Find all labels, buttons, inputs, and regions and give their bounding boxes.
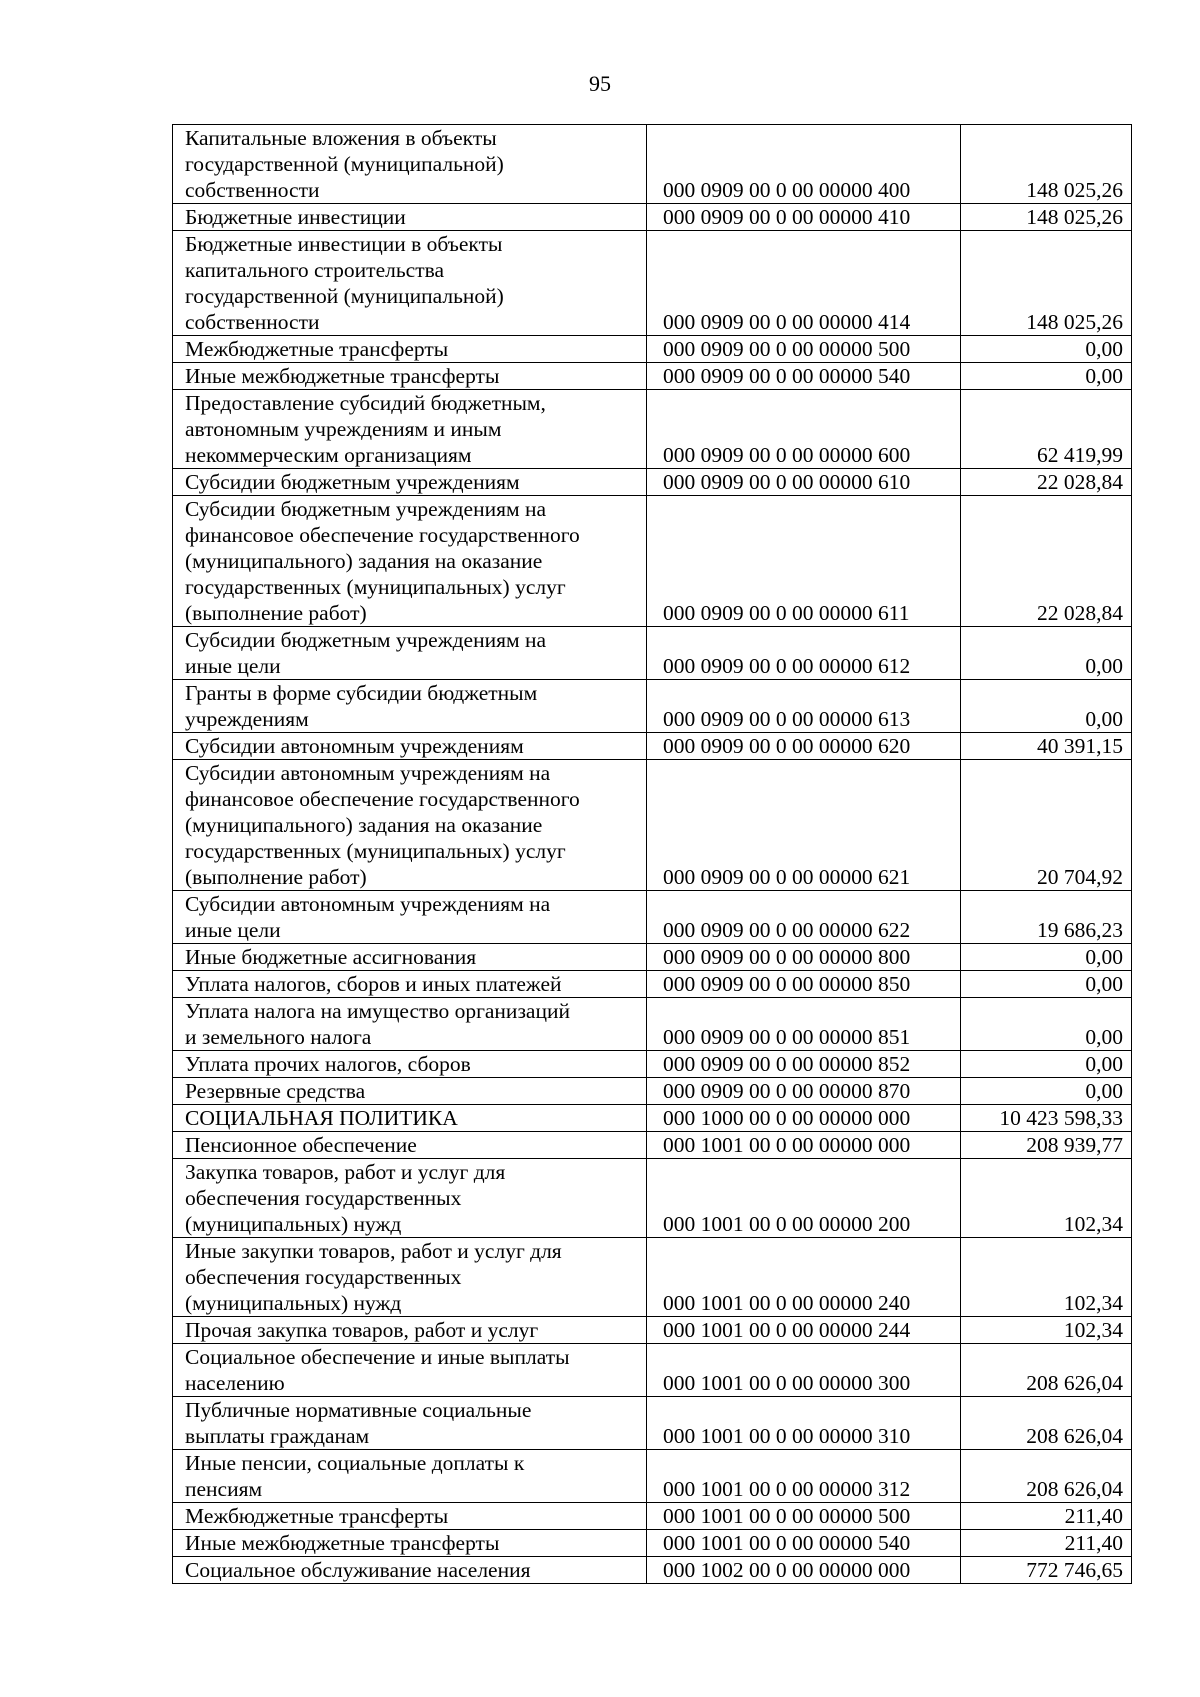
row-code-cell: 000 0909 00 0 00 00000 850 (647, 971, 961, 998)
row-name-cell: Предоставление субсидий бюджетным, автономным учреждениям и иным некоммерческим организациям (173, 390, 647, 469)
row-code-cell: 000 0909 00 0 00 00000 611 (647, 496, 961, 627)
row-amount-cell: 22 028,84 (961, 496, 1132, 627)
table-row (173, 390, 1132, 469)
table-row (173, 336, 1132, 363)
row-amount-cell: 208 939,77 (961, 1132, 1132, 1159)
row-code-cell: 000 1001 00 0 00 00000 000 (647, 1132, 961, 1159)
row-code-cell: 000 1001 00 0 00 00000 500 (647, 1503, 961, 1530)
row-code-cell: 000 0909 00 0 00 00000 500 (647, 336, 961, 363)
table-row (173, 891, 1132, 944)
table-row (173, 496, 1132, 627)
row-amount-cell: 211,40 (961, 1503, 1132, 1530)
row-name-cell: Уплата налогов, сборов и иных платежей (173, 971, 647, 998)
table-row (173, 1238, 1132, 1317)
row-name-cell: Межбюджетные трансферты (173, 336, 647, 363)
row-name-cell: Субсидии бюджетным учреждениям на финансовое обеспечение государственного (муниципального) задания на оказание государственных (муниципальных) услуг (выполнение работ) (173, 496, 647, 627)
row-code-cell: 000 1001 00 0 00 00000 300 (647, 1344, 961, 1397)
row-amount-cell: 0,00 (961, 1078, 1132, 1105)
table-row (173, 1051, 1132, 1078)
row-code-cell: 000 0909 00 0 00 00000 870 (647, 1078, 961, 1105)
row-amount-cell: 148 025,26 (961, 125, 1132, 204)
table-row (173, 1078, 1132, 1105)
table-row (173, 680, 1132, 733)
row-name-cell: Иные закупки товаров, работ и услуг для обеспечения государственных (муниципальных) нужд (173, 1238, 647, 1317)
row-name-cell: Пенсионное обеспечение (173, 1132, 647, 1159)
row-amount-cell: 102,34 (961, 1238, 1132, 1317)
row-code-cell: 000 0909 00 0 00 00000 414 (647, 231, 961, 336)
row-name-cell: Иные межбюджетные трансферты (173, 1530, 647, 1557)
row-name-cell: Бюджетные инвестиции (173, 204, 647, 231)
row-amount-cell: 10 423 598,33 (961, 1105, 1132, 1132)
page-number: 95 (589, 71, 611, 96)
row-amount-cell: 40 391,15 (961, 733, 1132, 760)
row-name-cell: Субсидии автономным учреждениям (173, 733, 647, 760)
table-row (173, 1132, 1132, 1159)
row-name-cell: Гранты в форме субсидии бюджетным учреждениям (173, 680, 647, 733)
row-amount-cell: 208 626,04 (961, 1344, 1132, 1397)
row-code-cell: 000 1002 00 0 00 00000 000 (647, 1557, 961, 1584)
table-row (173, 1105, 1132, 1132)
table-row (173, 1503, 1132, 1530)
table-row (173, 363, 1132, 390)
row-code-cell: 000 0909 00 0 00 00000 852 (647, 1051, 961, 1078)
table-row (173, 760, 1132, 891)
row-amount-cell: 0,00 (961, 998, 1132, 1051)
row-code-cell: 000 1001 00 0 00 00000 540 (647, 1530, 961, 1557)
row-name-cell: Субсидии автономным учреждениям на финансовое обеспечение государственного (муниципального) задания на оказание государственных (муниципальных) услуг (выполнение работ) (173, 760, 647, 891)
row-amount-cell: 0,00 (961, 971, 1132, 998)
row-amount-cell: 148 025,26 (961, 204, 1132, 231)
row-amount-cell: 772 746,65 (961, 1557, 1132, 1584)
row-name-cell: Закупка товаров, работ и услуг для обеспечения государственных (муниципальных) нужд (173, 1159, 647, 1238)
row-amount-cell: 62 419,99 (961, 390, 1132, 469)
row-code-cell: 000 0909 00 0 00 00000 540 (647, 363, 961, 390)
row-name-cell: Социальное обслуживание населения (173, 1557, 647, 1584)
row-name-cell: Капитальные вложения в объекты государственной (муниципальной) собственности (173, 125, 647, 204)
row-name-cell: Резервные средства (173, 1078, 647, 1105)
row-code-cell: 000 0909 00 0 00 00000 622 (647, 891, 961, 944)
row-name-cell: Межбюджетные трансферты (173, 1503, 647, 1530)
row-code-cell: 000 0909 00 0 00 00000 613 (647, 680, 961, 733)
row-amount-cell: 148 025,26 (961, 231, 1132, 336)
row-name-cell: СОЦИАЛЬНАЯ ПОЛИТИКА (173, 1105, 647, 1132)
row-code-cell: 000 1001 00 0 00 00000 200 (647, 1159, 961, 1238)
row-amount-cell: 208 626,04 (961, 1450, 1132, 1503)
row-name-cell: Иные межбюджетные трансферты (173, 363, 647, 390)
row-amount-cell: 0,00 (961, 627, 1132, 680)
row-amount-cell: 102,34 (961, 1159, 1132, 1238)
row-name-cell: Иные бюджетные ассигнования (173, 944, 647, 971)
budget-table (172, 124, 1132, 1584)
row-amount-cell: 102,34 (961, 1317, 1132, 1344)
row-code-cell: 000 1000 00 0 00 00000 000 (647, 1105, 961, 1132)
row-amount-cell: 22 028,84 (961, 469, 1132, 496)
row-code-cell: 000 1001 00 0 00 00000 310 (647, 1397, 961, 1450)
row-code-cell: 000 0909 00 0 00 00000 400 (647, 125, 961, 204)
row-name-cell: Иные пенсии, социальные доплаты к пенсиям (173, 1450, 647, 1503)
row-code-cell: 000 0909 00 0 00 00000 800 (647, 944, 961, 971)
row-name-cell: Субсидии бюджетным учреждениям на иные цели (173, 627, 647, 680)
row-name-cell: Прочая закупка товаров, работ и услуг (173, 1317, 647, 1344)
row-amount-cell: 0,00 (961, 363, 1132, 390)
row-code-cell: 000 1001 00 0 00 00000 240 (647, 1238, 961, 1317)
table-row (173, 469, 1132, 496)
row-name-cell: Бюджетные инвестиции в объекты капитального строительства государственной (муниципальной) собственности (173, 231, 647, 336)
row-name-cell: Субсидии автономным учреждениям на иные цели (173, 891, 647, 944)
row-amount-cell: 19 686,23 (961, 891, 1132, 944)
table-row (173, 1159, 1132, 1238)
row-code-cell: 000 0909 00 0 00 00000 612 (647, 627, 961, 680)
table-row (173, 944, 1132, 971)
row-code-cell: 000 0909 00 0 00 00000 610 (647, 469, 961, 496)
row-amount-cell: 0,00 (961, 680, 1132, 733)
row-amount-cell: 0,00 (961, 944, 1132, 971)
table-row (173, 1397, 1132, 1450)
row-amount-cell: 211,40 (961, 1530, 1132, 1557)
table-row (173, 1317, 1132, 1344)
row-code-cell: 000 0909 00 0 00 00000 410 (647, 204, 961, 231)
table-row (173, 971, 1132, 998)
row-amount-cell: 20 704,92 (961, 760, 1132, 891)
row-code-cell: 000 0909 00 0 00 00000 851 (647, 998, 961, 1051)
row-name-cell: Уплата налога на имущество организаций и земельного налога (173, 998, 647, 1051)
table-row (173, 204, 1132, 231)
row-name-cell: Субсидии бюджетным учреждениям (173, 469, 647, 496)
table-row (173, 733, 1132, 760)
row-code-cell: 000 0909 00 0 00 00000 620 (647, 733, 961, 760)
row-name-cell: Уплата прочих налогов, сборов (173, 1051, 647, 1078)
table-row (173, 1344, 1132, 1397)
table-row (173, 1557, 1132, 1584)
row-code-cell: 000 0909 00 0 00 00000 621 (647, 760, 961, 891)
table-row (173, 998, 1132, 1051)
row-name-cell: Публичные нормативные социальные выплаты гражданам (173, 1397, 647, 1450)
table-row (173, 125, 1132, 204)
table-row (173, 1530, 1132, 1557)
row-amount-cell: 0,00 (961, 336, 1132, 363)
row-code-cell: 000 0909 00 0 00 00000 600 (647, 390, 961, 469)
row-code-cell: 000 1001 00 0 00 00000 244 (647, 1317, 961, 1344)
table-row (173, 627, 1132, 680)
table-row (173, 1450, 1132, 1503)
row-code-cell: 000 1001 00 0 00 00000 312 (647, 1450, 961, 1503)
row-amount-cell: 208 626,04 (961, 1397, 1132, 1450)
table-row (173, 231, 1132, 336)
row-name-cell: Социальное обеспечение и иные выплаты населению (173, 1344, 647, 1397)
budget-table-body (173, 125, 1132, 1584)
row-amount-cell: 0,00 (961, 1051, 1132, 1078)
